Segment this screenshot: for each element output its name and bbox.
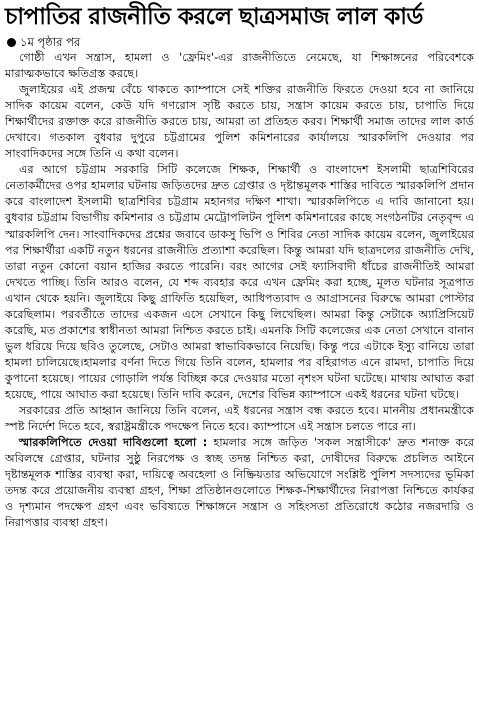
paragraph-4: সরকারের প্রতি আহ্বান জানিয়ে তিনি বলেন, এই ধরনের সন্ত্রাস বন্ধ করতে হবে। মাননীয় প্রধানমন্ত্রীকে স্পষ্ট নির্দেশ দিতে হবে, স্বরাষ্ট্রমন্ত্রীকে পদক্ষেপ নিতে হবে। ক্যাম্পাসে এই সন্ত্রাস চলতে পারে না। xyxy=(5,404,474,434)
paragraph-1: গোষ্ঠী এখন সন্ত্রাস, হামলা ও 'ফ্রেমিং'-এর রাজনীতিতে নেমেছে, যা শিক্ষাঙ্গনের পরিবেশকে মারাত্মকভাবে ক্ষতিগ্রস্ত করছে। xyxy=(5,51,474,81)
paragraph-2: জুলাইয়ের এই প্রজন্ম বেঁচে থাকতে ক্যাম্পাসে সেই শক্তির রাজনীতি ফিরতে দেওয়া হবে না জানিয়ে সাদিক কায়েম বলেন, কেউ যদি গণরোস সৃষ্টি করতে চায়, সন্ত্রাস কায়েম করতে চায়, চাপাতি দিয়ে শিক্ষার্থীদের রক্তাক্ত করে রাজনীতি করতে চায়, আমরা তা প্রতিহত করব। শিক্ষার্থী সমাজ তাদের লাল কার্ড দেখাবে। গতকাল বুধবার দুপুরে চট্টগ্রামের পুলিশ কমিশনারের কার্যালয়ে স্মারকলিপি দেওয়ার পর সাংবাদিকদের সঙ্গে তিনি এ কথা বলেন। xyxy=(5,83,474,161)
continued-from-label: ১ম পৃষ্ঠার পর xyxy=(20,35,81,49)
demands-text: হামলার সঙ্গে জড়িত 'সকল সন্ত্রাসীকে' দ্রুত শনাক্ত করে অবিলম্বে গ্রেপ্তার, ঘটনার সুষ্ঠু নিরপেক্ষ ও স্বচ্ছ তদন্ত নিশ্চিত করা, দোষীদের বিরুদ্ধে প্রচলিত আইনে দৃষ্টান্তমূলক শাস্তির ব্যবস্থা করা, দায়িত্বে অবহেলা ও নিষ্ক্রিয়তার অভিযোগে সংশ্লিষ্ট পুলিশ সদস্যদের ভূমিকা তদন্ত করে প্রয়োজনীয় ব্যবস্থা গ্রহণ, শিক্ষা প্রতিষ্ঠানগুলোতে শিক্ষক-শিক্ষার্থীদের নিরাপত্তা নিশ্চিতে কার্যকর ও দৃশ্যমান পদক্ষেপ গ্রহণ এবং ভবিষ্যতে শিক্ষাঙ্গনে সন্ত্রাস ও সহিংসতা প্রতিরোধে কঠোর নজরদারি ও নিরাপত্তার ব্যবস্থা গ্রহণ। xyxy=(5,436,474,530)
article-body xyxy=(5,50,474,531)
article-headline: চাপাতির রাজনীতি করলে ছাত্রসমাজ লাল কার্ড xyxy=(5,4,423,30)
paragraph-3: এর আগে চট্টগ্রাম সরকারি সিটি কলেজে শিক্ষক, শিক্ষার্থী ও বাংলাদেশ ইসলামী ছাত্রশিবিরের নেতাকর্মীদের ওপর হামলার ঘটনায় জড়িতদের দ্রুত গ্রেপ্তার ও দৃষ্টান্তমূলক শাস্তির দাবিতে স্মারকলিপি প্রদান করে বাংলাদেশ ইসলামী ছাত্রশিবির চট্টগ্রাম মহানগর দক্ষিণ শাখা। স্মারকলিপিতে এ দাবি জানানো হয়। বুধবার চট্টগ্রাম বিভাগীয় কমিশনার ও চট্টগ্রাম মেট্রোপলিটন পুলিশ কমিশনারের কাছে সংগঠনটির নেতৃবৃন্দ এ স্মারকলিপি দেন। সাংবাদিকদের প্রশ্নের জবাবে ডাকসু ভিপি ও শিবির নেতা সাদিক কায়েম বলেন, জুলাইয়ের পর শিক্ষার্থীরা একটি নতুন ধরনের রাজনীতি প্রত্যাশা করেছিল। কিন্তু আমরা যদি ছাত্রদলের রাজনীতি দেখি, তারা নতুন কোনো বয়ান হাজির করতে পারেনি। বরং আগের সেই ফ্যাসিবাদী ধাঁচের রাজনীতিই আমরা দেখতে পাচ্ছি। তিনি আরও বলেন, যে শব্দ ব্যবহার করে এখন ফ্রেমিং করা হচ্ছে, মূলত ঘটনার সূত্রপাত এখান থেকে হয়নি। জুলাইয়ে কিছু গ্রাফিতি হয়েছিল, আধিপত্যবাদ ও আগ্রাসনের বিরুদ্ধে আমরা পোস্টার করেছিলাম। পরবর্তীতে তাদের একজন এসে সেখানে কিছু লিখেছিল। আমরা কিন্তু সেটাকে অ্যাপ্রিসিয়েট করেছি, মত প্রকাশের স্বাধীনতা আমরা নিশ্চিত করতে চাই। এমনকি সিটি কলেজের এক নেতা সেখানে বানান ভুল ধরিয়ে দিয়ে ছবিও তুলেছে, সেটাও আমরা স্বাভাবিকভাবে নিয়েছি। কিন্তু পরে এটাকে ইস্যু বানিয়ে তারা হামলা চালিয়েছে।হামলার বর্ণনা দিতে গিয়ে তিনি বলেন, হামলার পর বহিরাগত এনে রামদা, চাপাতি দিয়ে কুপানো হয়েছে। পায়ের গোড়ালি পর্যন্ত বিচ্ছিন্ন করে দেওয়ার মতো নৃশংস ঘটনা ঘটেছে। মাথায় আঘাত করা হয়েছে, পায়ে আঘাত করা হয়েছে। তিনি দাবি করেন, দেশের বিভিন্ন ক্যাম্পাসে একই ধরনের ঘটনা ঘটছে। xyxy=(5,163,474,401)
continued-from-marker xyxy=(5,35,474,49)
paragraph-5 xyxy=(5,435,474,531)
demands-subheading: স্মারকলিপিতে দেওয়া দাবিগুলো হলো : xyxy=(19,436,208,450)
bullet-icon xyxy=(7,38,16,47)
